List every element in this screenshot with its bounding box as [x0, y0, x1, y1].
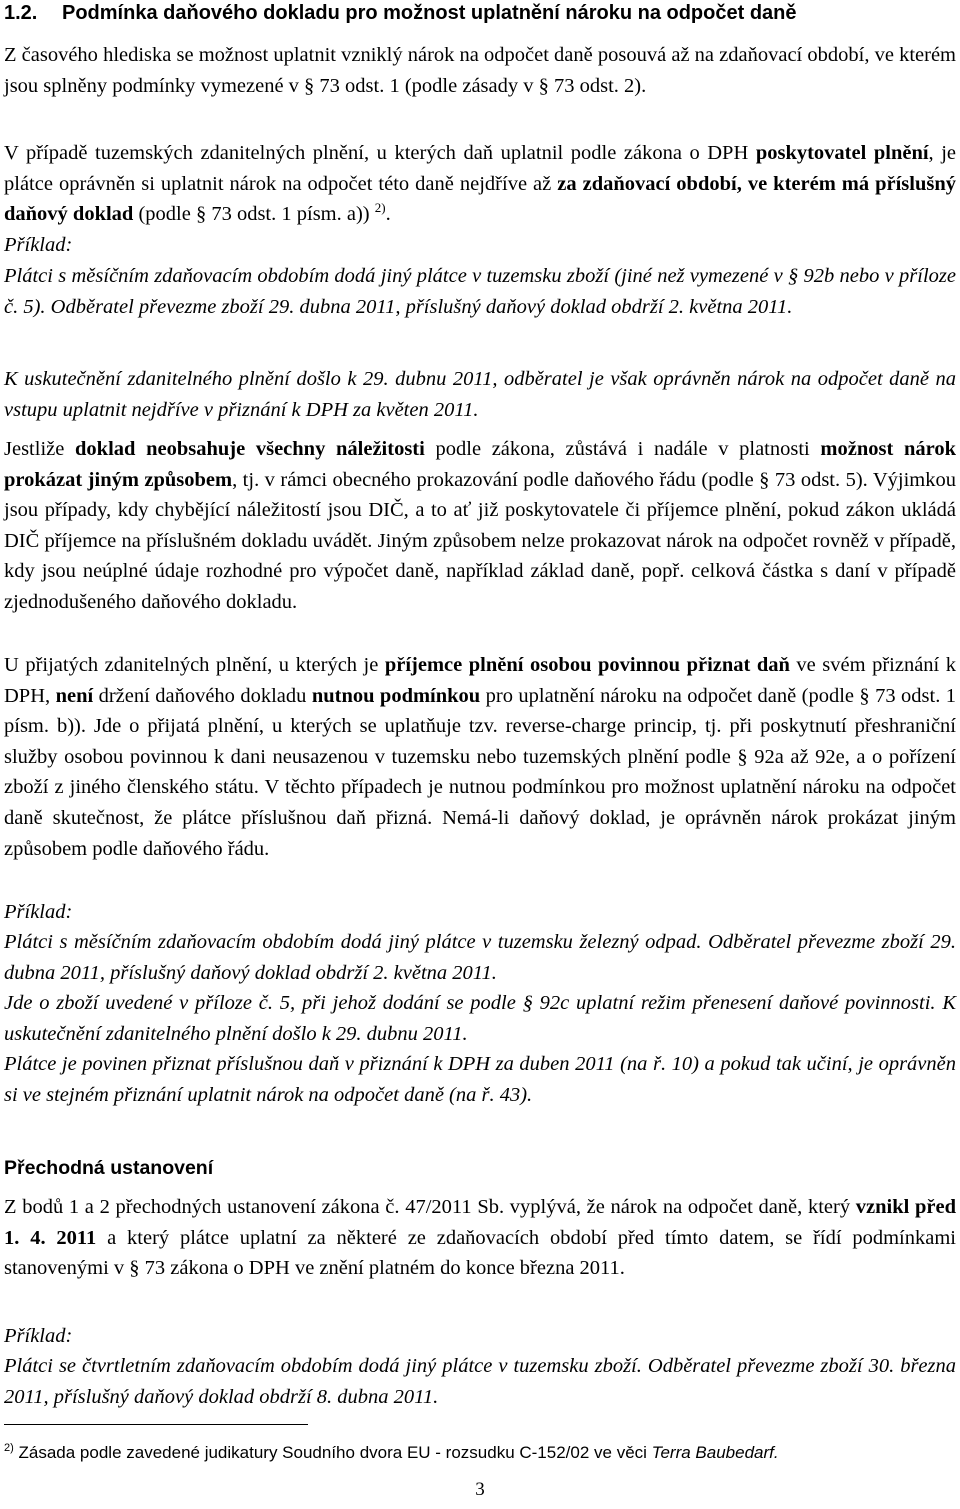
p4-text-2: ve svém přiznání k DPH, — [4, 654, 957, 707]
footnote-separator — [4, 1424, 308, 1425]
p5-text-1: Z bodů 1 a 2 přechodných ustanovení zákona č. 47/2011 Sb. vyplývá, že nárok na odpočet daně, který — [4, 1196, 856, 1218]
p3-text-2: podle zákona, zůstává i nadále v platnosti — [424, 438, 821, 460]
example-3-text-1: Plátci se čtvrtletním zdaňovacím obdobím dodá jiný plátce v tuzemsku zboží. Odběratel převezme zboží 30. března 2011, příslušný daňový doklad obdrží 8. dubna 2011. — [4, 1355, 956, 1408]
paragraph-time-aspect: Z časového hlediska se možnost uplatnit vzniklý nárok na odpočet daně posouvá až na zdaňovací období, ve kterém jsou splněny podmínky vymezené v § 73 odst. 1 (podle zásady v § 73 odst. 2). — [4, 44, 956, 97]
p4-bold-3: nutnou podmínkou — [311, 684, 481, 707]
p3-text-3: , tj. v rámci obecného prokazování podle daňového řádu (podle § 73 odst. 5). Výjimkou jsou případy, kdy chybějící náležitostí jsou DIČ, a to ať již poskytovatele či příjemce plnění, pokud zákon ukládá DIČ příjemce na příslušném dokladu uvádět. Jiným způsobem nelze prokazovat nárok na odpočet rovněž v případě, kdy jsou neúplné údaje rozhodné pro výpočet daně, například základ daně, popř. celková částka s daní v případě zjednodušeného daňového dokladu. — [4, 468, 957, 613]
example-2-label: Příklad: — [4, 901, 73, 923]
p2-bold-2: za zdaňovací období, ve kterém má příslušný daňový doklad — [4, 172, 956, 226]
example-1-label: Příklad: — [4, 234, 73, 256]
p2-text-2: , je plátce oprávněn si uplatnit nárok na odpočet této daně nejdříve až — [4, 142, 957, 195]
p5-text-2: a který plátce uplatní za některé ze zdaňovacích období před tímto datem, se řídí podmínkami stanovenými v § 73 zákona o DPH ve znění platném do konce března 2011. — [4, 1226, 956, 1280]
section-heading — [4, 0, 956, 26]
p4-bold-2: není — [55, 684, 94, 707]
heading-number: 1.2. — [4, 2, 38, 24]
paragraph-domestic-supplies — [4, 138, 956, 230]
p4-text-1: U přijatých zdanitelných plnění, u kterých je — [4, 654, 385, 676]
paragraph-missing-details — [4, 434, 956, 618]
example-1-text-1: Plátci s měsíčním zdaňovacím obdobím dodá jiný plátce v tuzemsku zboží (jiné než vymezené v § 92b nebo v příloze č. 5). Odběratel převezme zboží 29. dubna 2011, příslušný daňový doklad obdrží 2. května 2011. — [4, 265, 956, 318]
p2-bold-1: poskytovatel plnění — [755, 142, 929, 164]
paragraph-transitional — [4, 1192, 956, 1284]
p3-bold-1: doklad neobsahuje všechny náležitosti — [75, 438, 425, 460]
p2-text-4: . — [385, 203, 391, 226]
footnote — [4, 1441, 956, 1465]
transitional-provisions-heading: Přechodná ustanovení — [4, 1157, 214, 1179]
footnote-text: Zásada podle zavedené judikatury Soudního dvora EU - rozsudku C-152/02 ve věci — [13, 1443, 652, 1462]
p4-text-4: pro uplatnění nároku na odpočet daně (podle § 73 odst. 1 písm. b)). Jde o přijatá plnění, u kterých se uplatňuje tzv. reverse-charge princip, tj. při poskytnutí přeshraniční služby osobou povinnou k dani neusazenou v tuzemsku nebo tuzemských plnění podle § 92a až 92e, a o pořízení zboží z jiného členského státu. V těchto případech je nutnou podmínkou pro možnost uplatnění nároku na odpočet daně skutečnost, že plátce příslušnou daň přizná. Nemá-li daňový doklad, je oprávněn nárok prokázat jiným způsobem podle daňového řádu. — [4, 684, 956, 860]
footnote-case-name: Terra Baubedarf. — [651, 1443, 779, 1462]
page-number: 3 — [475, 1479, 485, 1500]
p4-bold-1: příjemce plnění osobou povinnou přiznat daň — [384, 654, 790, 676]
p3-bold-2: možnost nárok prokázat jiným způsobem — [4, 438, 957, 491]
example-2-text-3: Plátce je povinen přiznat příslušnou daň v přiznání k DPH za duben 2011 (na ř. 10) a pokud tak učiní, je oprávněn si ve stejném přiznání uplatnit nárok na odpočet daně (na ř. 43). — [4, 1053, 956, 1106]
footnote-reference: 2) — [374, 200, 386, 216]
example-3-label: Příklad: — [4, 1325, 73, 1347]
example-2-text-2: Jde o zboží uvedené v příloze č. 5, při jehož dodání se podle § 92c uplatní režim přenesení daňové povinnosti. K uskutečnění zdanitelného plnění došlo k 29. dubnu 2011. — [4, 992, 956, 1045]
example-2-text-1: Plátci s měsíčním zdaňovacím obdobím dodá jiný plátce v tuzemsku železný odpad. Odběratel převezme zboží 29. dubna 2011, příslušný daňový doklad obdrží 2. května 2011. — [4, 931, 956, 984]
p4-text-3: držení daňového dokladu — [93, 684, 312, 707]
p2-text-1: V případě tuzemských zdanitelných plnění, u kterých daň uplatnil podle zákona o DPH — [4, 142, 756, 164]
p3-text-1: Jestliže — [4, 438, 76, 460]
example-1-text-2: K uskutečnění zdanitelného plnění došlo k 29. dubnu 2011, odběratel je však oprávněn nárok na odpočet daně na vstupu uplatnit nejdříve v přiznání k DPH za květen 2011. — [4, 368, 956, 421]
p2-text-3: (podle § 73 odst. 1 písm. a)) — [133, 203, 375, 226]
heading-title: Podmínka daňového dokladu pro možnost uplatnění nároku na odpočet daně — [62, 2, 797, 24]
paragraph-reverse-charge — [4, 650, 956, 864]
footnote-mark: 2) — [4, 1442, 14, 1454]
p5-bold-1: vznikl před 1. 4. 2011 — [4, 1196, 956, 1249]
